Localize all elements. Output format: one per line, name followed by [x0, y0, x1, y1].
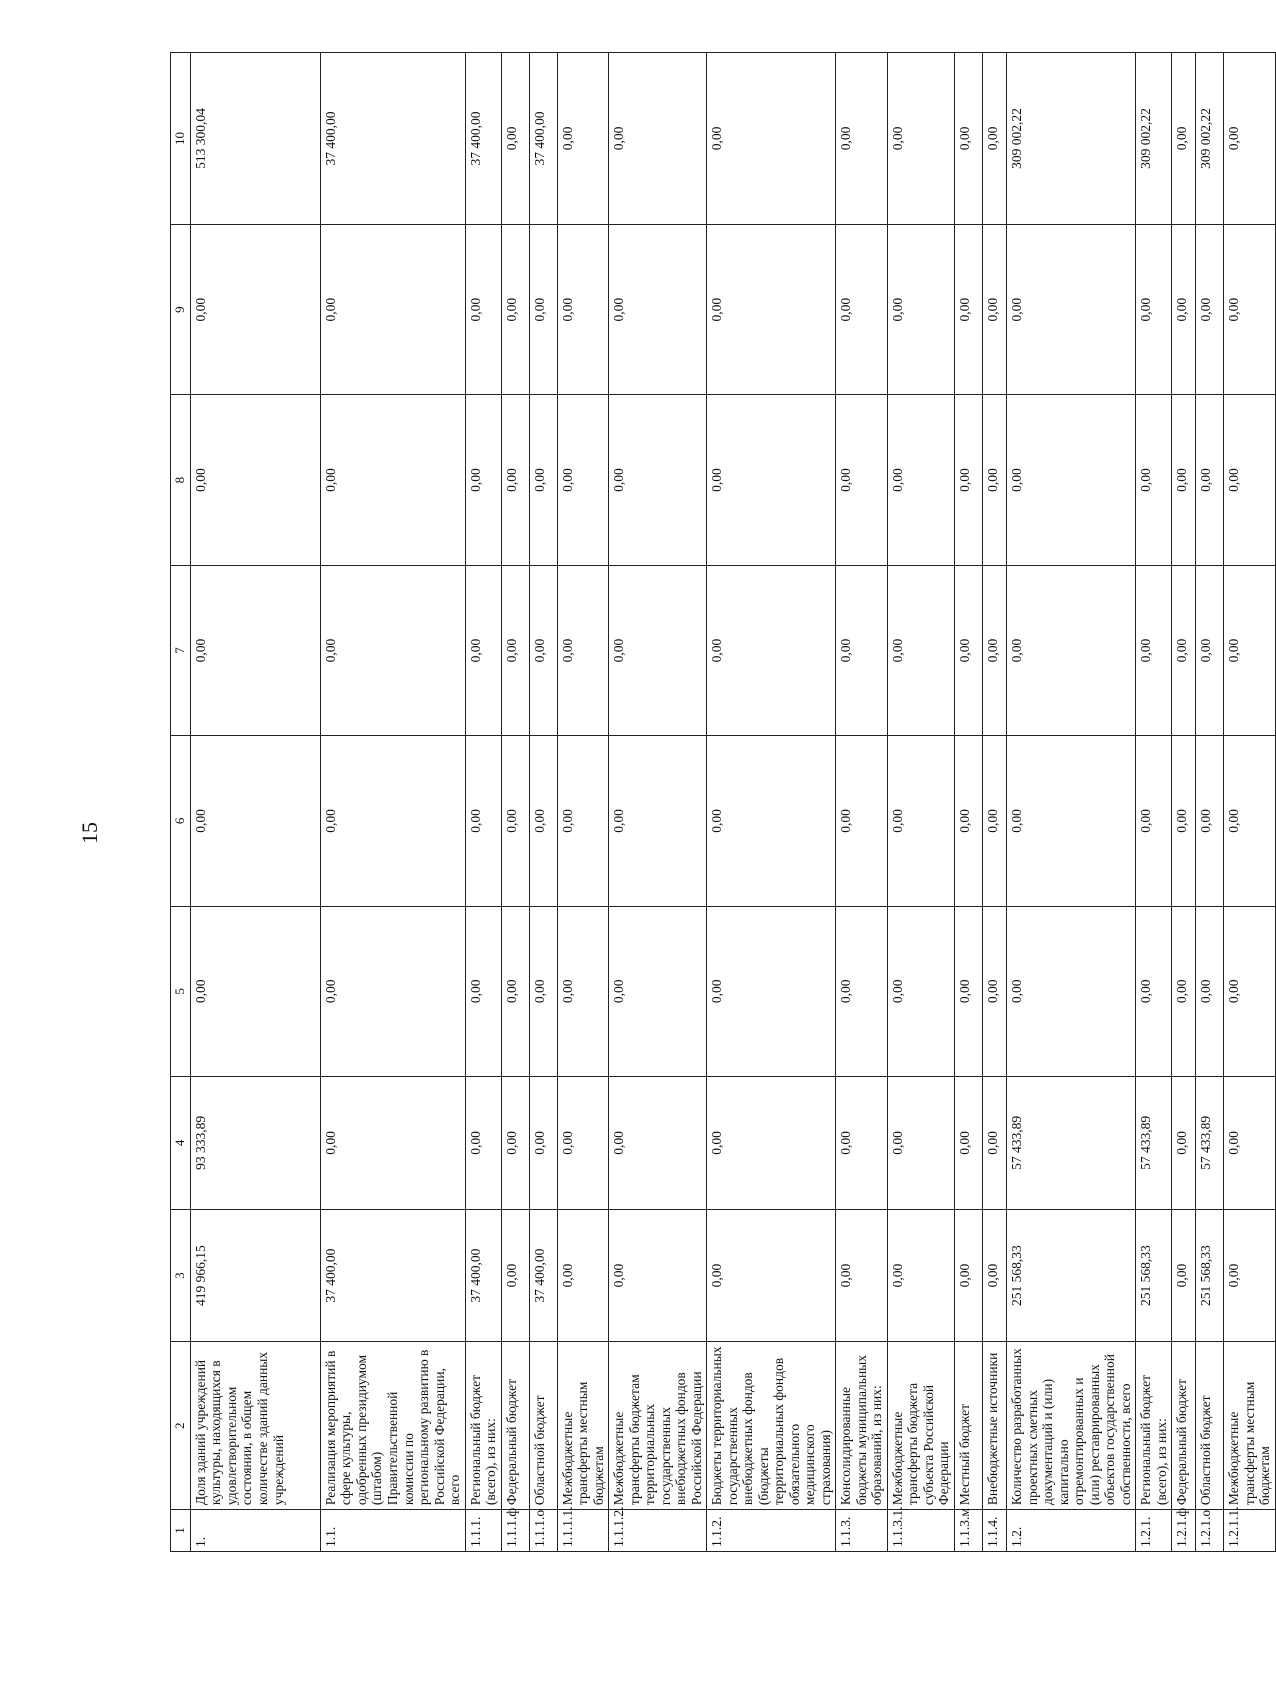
table-row [1006, 53, 1135, 1552]
row-code-cell: 1.1.3.м [954, 1510, 982, 1552]
value-cell: 37 400,00 [320, 53, 465, 225]
value-cell: 0,00 [609, 1209, 707, 1342]
value-cell: 37 400,00 [320, 1209, 465, 1342]
value-cell: 0,00 [320, 736, 465, 906]
value-cell: 309 002,22 [1006, 53, 1135, 225]
value-cell: 0,00 [320, 224, 465, 394]
value-cell: 0,00 [707, 53, 836, 225]
table-row [501, 53, 529, 1552]
value-cell: 0,00 [1006, 224, 1135, 394]
value-cell: 0,00 [501, 224, 529, 394]
table-row [1224, 53, 1276, 1552]
value-cell: 0,00 [836, 906, 888, 1076]
header-cell: 1 [171, 1510, 191, 1552]
value-cell: 0,00 [465, 224, 501, 394]
value-cell: 0,00 [609, 736, 707, 906]
value-cell: 309 002,22 [1136, 53, 1172, 225]
value-cell: 0,00 [954, 1209, 982, 1342]
value-cell: 0,00 [887, 565, 954, 735]
header-cell: 6 [171, 736, 191, 906]
row-name-cell: Федеральный бюджет [501, 1342, 529, 1510]
value-cell: 0,00 [190, 395, 320, 565]
value-cell: 0,00 [954, 736, 982, 906]
value-cell: 93 333,89 [190, 1077, 320, 1210]
table-row [320, 53, 465, 1552]
value-cell: 0,00 [529, 906, 557, 1076]
value-cell: 0,00 [1196, 395, 1224, 565]
value-cell: 0,00 [887, 736, 954, 906]
value-cell: 309 002,22 [1196, 53, 1224, 225]
row-code-cell: 1.1.3.1. [887, 1510, 954, 1552]
value-cell: 0,00 [190, 565, 320, 735]
value-cell: 0,00 [609, 906, 707, 1076]
row-name-cell: Межбюджетные трансферты бюджетам территориальных государственных внебюджетных фондов Российской Федерации [609, 1342, 707, 1510]
value-cell: 251 568,33 [1006, 1209, 1135, 1342]
row-name-cell: Количество разработанных проектных сметных документаций и (или) капитально отремонтированных и (или) реставрированных объектов государственной собственности, всего [1006, 1342, 1135, 1510]
value-cell: 0,00 [954, 906, 982, 1076]
value-cell: 0,00 [836, 565, 888, 735]
row-code-cell: 1.1.2. [707, 1510, 836, 1552]
header-cell: 5 [171, 906, 191, 1076]
value-cell: 0,00 [707, 906, 836, 1076]
header-cell: 9 [171, 224, 191, 394]
value-cell: 0,00 [465, 906, 501, 1076]
value-cell: 0,00 [557, 53, 609, 225]
row-name-cell: Местный бюджет [954, 1342, 982, 1510]
value-cell: 0,00 [529, 224, 557, 394]
value-cell: 37 400,00 [529, 53, 557, 225]
row-name-cell: Доля зданий учреждений культуры, находящихся в удовлетворительном состоянии, в общем количестве зданий данных учреждений [190, 1342, 320, 1510]
table-row [1172, 53, 1196, 1552]
row-code-cell: 1.2.1. [1136, 1510, 1172, 1552]
value-cell: 251 568,33 [1136, 1209, 1172, 1342]
value-cell: 0,00 [465, 1077, 501, 1210]
value-cell: 0,00 [707, 1077, 836, 1210]
value-cell: 0,00 [836, 53, 888, 225]
value-cell: 0,00 [320, 565, 465, 735]
value-cell: 37 400,00 [465, 1209, 501, 1342]
value-cell: 251 568,33 [1196, 1209, 1224, 1342]
row-name-cell: Внебюджетные источники [982, 1342, 1006, 1510]
value-cell: 0,00 [1172, 395, 1196, 565]
value-cell: 0,00 [1224, 53, 1276, 225]
value-cell: 0,00 [1006, 736, 1135, 906]
value-cell: 0,00 [557, 1209, 609, 1342]
row-name-cell: Региональный бюджет (всего), из них: [1136, 1342, 1172, 1510]
row-code-cell: 1.2.1.о [1196, 1510, 1224, 1552]
value-cell: 0,00 [1172, 1209, 1196, 1342]
value-cell: 0,00 [836, 224, 888, 394]
value-cell: 0,00 [836, 1077, 888, 1210]
value-cell: 37 400,00 [465, 53, 501, 225]
value-cell: 0,00 [1224, 906, 1276, 1076]
value-cell: 0,00 [465, 565, 501, 735]
value-cell: 0,00 [501, 736, 529, 906]
value-cell: 0,00 [1224, 395, 1276, 565]
rotated-page [170, 52, 1273, 1552]
row-name-cell: Реализация мероприятий в сфере культуры, одобренных президиумом (штабом) Правительственной комиссии по региональному развитию в Российской Федерации, всего [320, 1342, 465, 1510]
value-cell: 0,00 [320, 1077, 465, 1210]
row-name-cell: Межбюджетные трансферты местным бюджетам [1224, 1342, 1276, 1510]
header-cell: 10 [171, 53, 191, 225]
table-row [609, 53, 707, 1552]
row-code-cell: 1.2.1.1. [1224, 1510, 1276, 1552]
value-cell: 0,00 [557, 565, 609, 735]
value-cell: 0,00 [557, 395, 609, 565]
value-cell: 0,00 [982, 1077, 1006, 1210]
row-code-cell: 1.1.1.2. [609, 1510, 707, 1552]
value-cell: 0,00 [557, 1077, 609, 1210]
value-cell: 0,00 [1006, 906, 1135, 1076]
table-row [190, 53, 320, 1552]
row-code-cell: 1. [190, 1510, 320, 1552]
value-cell: 0,00 [954, 53, 982, 225]
value-cell: 0,00 [557, 736, 609, 906]
value-cell: 0,00 [609, 53, 707, 225]
value-cell: 0,00 [1224, 736, 1276, 906]
value-cell: 0,00 [1172, 565, 1196, 735]
value-cell: 0,00 [887, 1209, 954, 1342]
value-cell: 0,00 [501, 395, 529, 565]
value-cell: 0,00 [501, 1077, 529, 1210]
row-name-cell: Консолидированные бюджеты муниципальных образований, из них: [836, 1342, 888, 1510]
header-cell: 8 [171, 395, 191, 565]
value-cell: 0,00 [529, 1077, 557, 1210]
row-code-cell: 1.1.1.1. [557, 1510, 609, 1552]
value-cell: 0,00 [190, 736, 320, 906]
value-cell: 0,00 [1136, 224, 1172, 394]
value-cell: 419 966,15 [190, 1209, 320, 1342]
value-cell: 0,00 [954, 395, 982, 565]
value-cell: 0,00 [1006, 565, 1135, 735]
value-cell: 0,00 [320, 906, 465, 1076]
value-cell: 57 433,89 [1006, 1077, 1135, 1210]
row-code-cell: 1.2. [1006, 1510, 1135, 1552]
value-cell: 0,00 [707, 565, 836, 735]
value-cell: 0,00 [1172, 736, 1196, 906]
row-code-cell: 1.2.1.ф [1172, 1510, 1196, 1552]
row-code-cell: 1.1.1.ф [501, 1510, 529, 1552]
value-cell: 0,00 [836, 1209, 888, 1342]
value-cell: 0,00 [1196, 565, 1224, 735]
value-cell: 0,00 [982, 736, 1006, 906]
row-name-cell: Областной бюджет [529, 1342, 557, 1510]
value-cell: 0,00 [1172, 224, 1196, 394]
header-cell: 2 [171, 1342, 191, 1510]
row-name-cell: Межбюджетные трансферты местным бюджетам [557, 1342, 609, 1510]
value-cell: 0,00 [1196, 224, 1224, 394]
value-cell: 0,00 [1136, 395, 1172, 565]
value-cell: 0,00 [1136, 906, 1172, 1076]
row-code-cell: 1.1.3. [836, 1510, 888, 1552]
value-cell: 0,00 [982, 906, 1006, 1076]
table-row [954, 53, 982, 1552]
row-name-cell: Федеральный бюджет [1172, 1342, 1196, 1510]
value-cell: 0,00 [1006, 395, 1135, 565]
value-cell: 0,00 [982, 1209, 1006, 1342]
value-cell: 0,00 [836, 736, 888, 906]
value-cell: 0,00 [1196, 736, 1224, 906]
value-cell: 0,00 [320, 395, 465, 565]
row-name-cell: Региональный бюджет (всего), из них: [465, 1342, 501, 1510]
row-name-cell: Бюджеты территориальных государственных внебюджетных фондов (бюджеты территориальных фондов обязательного медицинского страхования) [707, 1342, 836, 1510]
value-cell: 0,00 [1196, 906, 1224, 1076]
row-code-cell: 1.1.1. [465, 1510, 501, 1552]
value-cell: 57 433,89 [1136, 1077, 1172, 1210]
value-cell: 0,00 [557, 224, 609, 394]
value-cell: 0,00 [707, 224, 836, 394]
value-cell: 0,00 [190, 224, 320, 394]
value-cell: 0,00 [609, 565, 707, 735]
header-row [171, 53, 191, 1552]
table-row [1136, 53, 1172, 1552]
value-cell: 0,00 [609, 224, 707, 394]
value-cell: 0,00 [982, 395, 1006, 565]
header-cell: 3 [171, 1209, 191, 1342]
value-cell: 0,00 [501, 53, 529, 225]
value-cell: 0,00 [1224, 224, 1276, 394]
table-row [982, 53, 1006, 1552]
value-cell: 0,00 [501, 565, 529, 735]
value-cell: 0,00 [1136, 565, 1172, 735]
header-cell: 7 [171, 565, 191, 735]
value-cell: 0,00 [190, 906, 320, 1076]
value-cell: 0,00 [982, 224, 1006, 394]
value-cell: 0,00 [465, 736, 501, 906]
row-code-cell: 1.1.4. [982, 1510, 1006, 1552]
page-number: 15 [77, 822, 102, 844]
row-name-cell: Межбюджетные трансферты бюджета субъекта Российской Федерации [887, 1342, 954, 1510]
value-cell: 57 433,89 [1196, 1077, 1224, 1210]
value-cell: 0,00 [887, 53, 954, 225]
value-cell: 0,00 [465, 395, 501, 565]
row-code-cell: 1.1.1.о [529, 1510, 557, 1552]
table-row [1196, 53, 1224, 1552]
header-cell: 4 [171, 1077, 191, 1210]
value-cell: 0,00 [1172, 906, 1196, 1076]
table-row [557, 53, 609, 1552]
table-row [887, 53, 954, 1552]
value-cell: 0,00 [1224, 565, 1276, 735]
value-cell: 0,00 [836, 395, 888, 565]
value-cell: 0,00 [887, 224, 954, 394]
value-cell: 0,00 [982, 565, 1006, 735]
table-row [707, 53, 836, 1552]
value-cell: 0,00 [609, 395, 707, 565]
value-cell: 0,00 [529, 736, 557, 906]
table-row [465, 53, 501, 1552]
value-cell: 0,00 [529, 565, 557, 735]
value-cell: 0,00 [609, 1077, 707, 1210]
value-cell: 0,00 [982, 53, 1006, 225]
value-cell: 0,00 [887, 395, 954, 565]
value-cell: 0,00 [707, 736, 836, 906]
value-cell: 0,00 [707, 395, 836, 565]
value-cell: 0,00 [954, 1077, 982, 1210]
value-cell: 0,00 [954, 565, 982, 735]
value-cell: 0,00 [557, 906, 609, 1076]
value-cell: 0,00 [501, 1209, 529, 1342]
value-cell: 0,00 [529, 395, 557, 565]
table-row [836, 53, 888, 1552]
value-cell: 0,00 [887, 906, 954, 1076]
budget-table [170, 52, 1276, 1552]
row-code-cell: 1.1. [320, 1510, 465, 1552]
value-cell: 513 300,04 [190, 53, 320, 225]
value-cell: 0,00 [887, 1077, 954, 1210]
value-cell: 0,00 [1172, 53, 1196, 225]
row-name-cell: Областной бюджет [1196, 1342, 1224, 1510]
value-cell: 0,00 [707, 1209, 836, 1342]
table-row [529, 53, 557, 1552]
value-cell: 0,00 [1136, 736, 1172, 906]
value-cell: 0,00 [954, 224, 982, 394]
value-cell: 0,00 [501, 906, 529, 1076]
value-cell: 37 400,00 [529, 1209, 557, 1342]
value-cell: 0,00 [1224, 1077, 1276, 1210]
value-cell: 0,00 [1172, 1077, 1196, 1210]
value-cell: 0,00 [1224, 1209, 1276, 1342]
